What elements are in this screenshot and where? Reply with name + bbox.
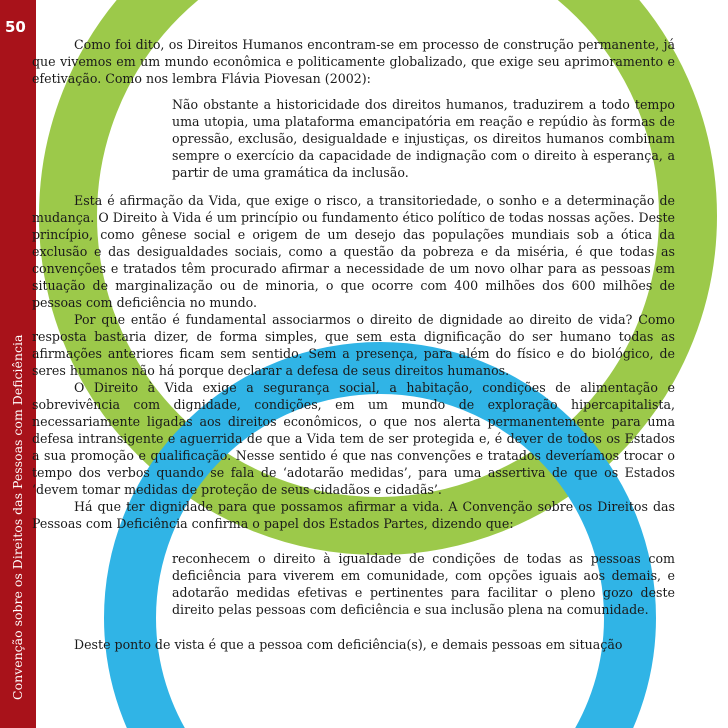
block-quote-piovesan: Não obstante a historicidade dos direitos humanos, traduzirem a todo tempo uma utopia, uma plataforma emancipatória em reação e repúdio às formas de opressão, exclusão, desigualdade e injustiças, os direitos humanos combinam sempre o exercício da capacidade de indignação com o direito à esperança, a partir de uma gramática da inclusão. — [172, 97, 675, 180]
paragraph-1: Como foi dito, os Direitos Humanos encontram-se em processo de construção permanente, já que vivemos em um mundo econômica e politicamente globalizado, que exige seu aprimoramento e efetivação. Como nos lembra Flávia Piovesan (2002): — [32, 37, 675, 86]
paragraph-3: Por que então é fundamental associarmos o direito de dignidade ao direito de vida? Como resposta bastaria dizer, de forma simples, que sem esta dignificação do ser humano todas as afirmações anteriores ficam sem sentido. Sem a presença, para além do físico e do biológico, de seres humanos não há porque declarar a defesa de seus direitos humanos. — [32, 312, 675, 378]
paragraph-6: Deste ponto de vista é que a pessoa com deficiência(s), e demais pessoas em situação — [74, 637, 623, 652]
running-title: Convenção sobre os Direitos das Pessoas com Deficiência — [10, 334, 25, 700]
page-number: 50 — [5, 18, 26, 36]
page-body — [32, 36, 675, 653]
paragraph-4: O Direito à Vida exige a segurança social, a habitação, condições de alimentação e sobrevivência com dignidade, condições, em um mundo de exploração hipercapitalista, necessariamente ligadas aos direitos econômicos, o que nos alerta permanentemente para uma defesa intransigente e aguerrida de que a Vida tem de ser protegida e, é dever de todos os Estados a sua promoção e qualificação. Nesse sentido é que nas convenções e tratados deveríamos trocar o tempo dos verbos quando se fala de ‘adotarão medidas’, para uma assertiva de que os Estados ‘devem tomar medidas de proteção de seus cidadãos e cidadãs’. — [32, 380, 675, 497]
paragraph-2: Esta é afirmação da Vida, que exige o risco, a transitoriedade, o sonho e a determinação de mudança. O Direito à Vida é um princípio ou fundamento ético político de todas nossas ações. Deste princípio, como gênese social e origem de um desejo das populações mundiais sob a ótica da exclusão e das desigualdades sociais, como a questão da pobreza e da miséria, é que todas as convenções e tratados têm procurado afirmar a necessidade de um novo olhar para as pessoas em situação de marginalização ou de minoria, o que ocorre com 400 milhões dos 600 milhões de pessoas com deficiência no mundo. — [32, 193, 675, 310]
paragraph-5: Há que ter dignidade para que possamos afirmar a vida. A Convenção sobre os Direitos das Pessoas com Deficiência confirma o papel dos Estados Partes, dizendo que: — [32, 499, 675, 531]
sidebar-band — [0, 0, 36, 728]
block-quote-convention: reconhecem o direito à igualdade de condições de todas as pessoas com deficiência para viverem em comunidade, com opções iguais aos demais, e adotarão medidas efetivas e pertinentes para facilitar o pleno gozo deste direito pelas pessoas com deficiência e sua inclusão plena na comunidade. — [172, 551, 675, 617]
